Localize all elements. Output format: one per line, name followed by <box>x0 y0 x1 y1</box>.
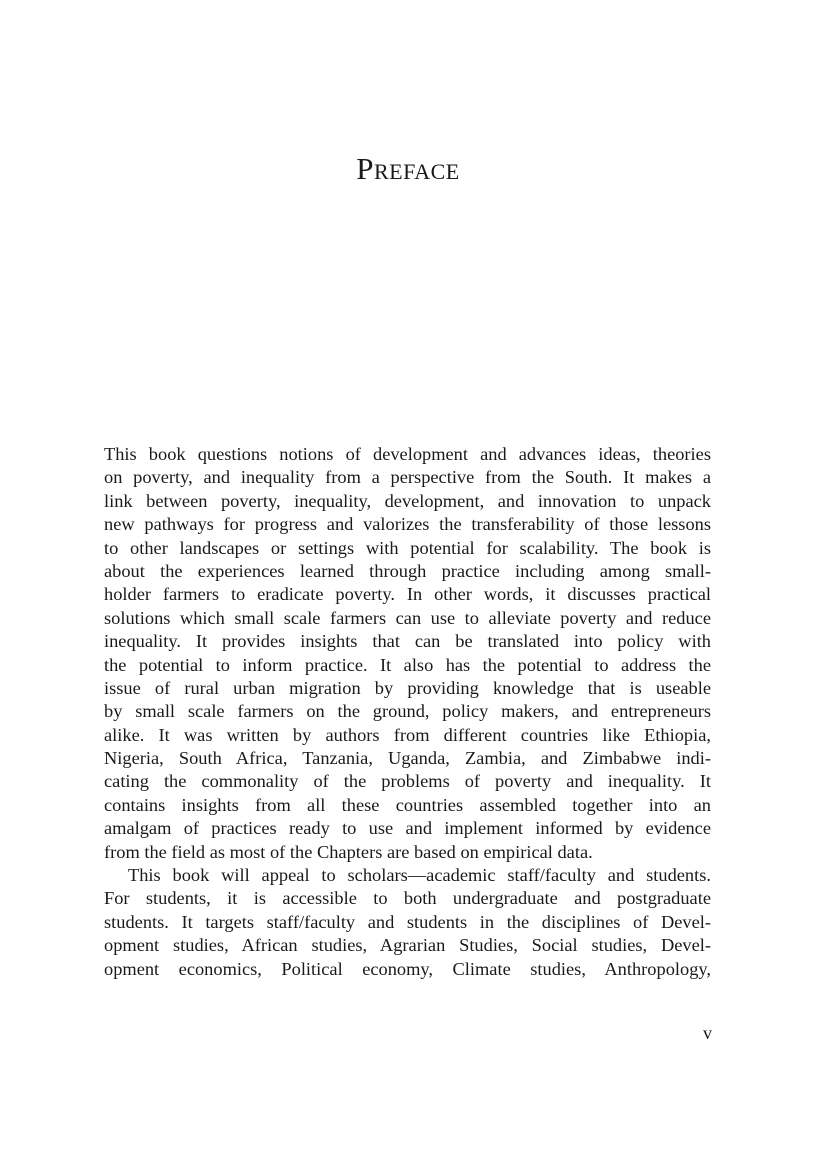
text-line: inequality. It provides insights that can be translated into policy with <box>104 631 711 652</box>
preface-body <box>104 443 711 981</box>
text-line: link between poverty, inequality, development, and innovation to unpack <box>104 490 711 511</box>
page-number: v <box>703 1023 712 1043</box>
text-line: opment economics, Political economy, Climate studies, Anthropology, <box>104 958 711 979</box>
text-line: Nigeria, South Africa, Tanzania, Uganda, Zambia, and Zimbabwe indi- <box>104 748 711 769</box>
text-line: issue of rural urban migration by providing knowledge that is useable <box>104 677 711 698</box>
text-line: to other landscapes or settings with potential for scalability. The book is <box>104 537 711 558</box>
text-line: alike. It was written by authors from different countries like Ethiopia, <box>104 724 711 745</box>
page-title: Preface <box>356 151 460 186</box>
text-line: This book questions notions of development and advances ideas, theories <box>104 444 711 464</box>
text-line: For students, it is accessible to both undergraduate and postgraduate <box>104 888 711 909</box>
text-line: opment studies, African studies, Agrarian Studies, Social studies, Devel- <box>104 935 711 956</box>
text-line: about the experiences learned through practice including among small- <box>104 560 711 581</box>
text-line: This book will appeal to scholars—academic staff/faculty and students. <box>128 865 711 886</box>
text-line: solutions which small scale farmers can use to alleviate poverty and reduce <box>104 607 711 628</box>
text-line: holder farmers to eradicate poverty. In other words, it discusses practical <box>104 584 711 605</box>
text-line: the potential to inform practice. It also has the potential to address the <box>104 654 711 675</box>
text-line: cating the commonality of the problems of poverty and inequality. It <box>104 771 711 792</box>
text-line: contains insights from all these countries assembled together into an <box>104 794 711 815</box>
text-line: students. It targets staff/faculty and students in the disciplines of Devel- <box>104 911 711 932</box>
text-line: amalgam of practices ready to use and implement informed by evidence <box>104 818 711 839</box>
text-line: new pathways for progress and valorizes the transferability of those lessons <box>104 514 711 535</box>
text-line: from the field as most of the Chapters are based on empirical data. <box>104 841 593 862</box>
text-line: by small scale farmers on the ground, policy makers, and entrepreneurs <box>104 701 711 722</box>
text-line: on poverty, and inequality from a perspective from the South. It makes a <box>104 467 711 488</box>
